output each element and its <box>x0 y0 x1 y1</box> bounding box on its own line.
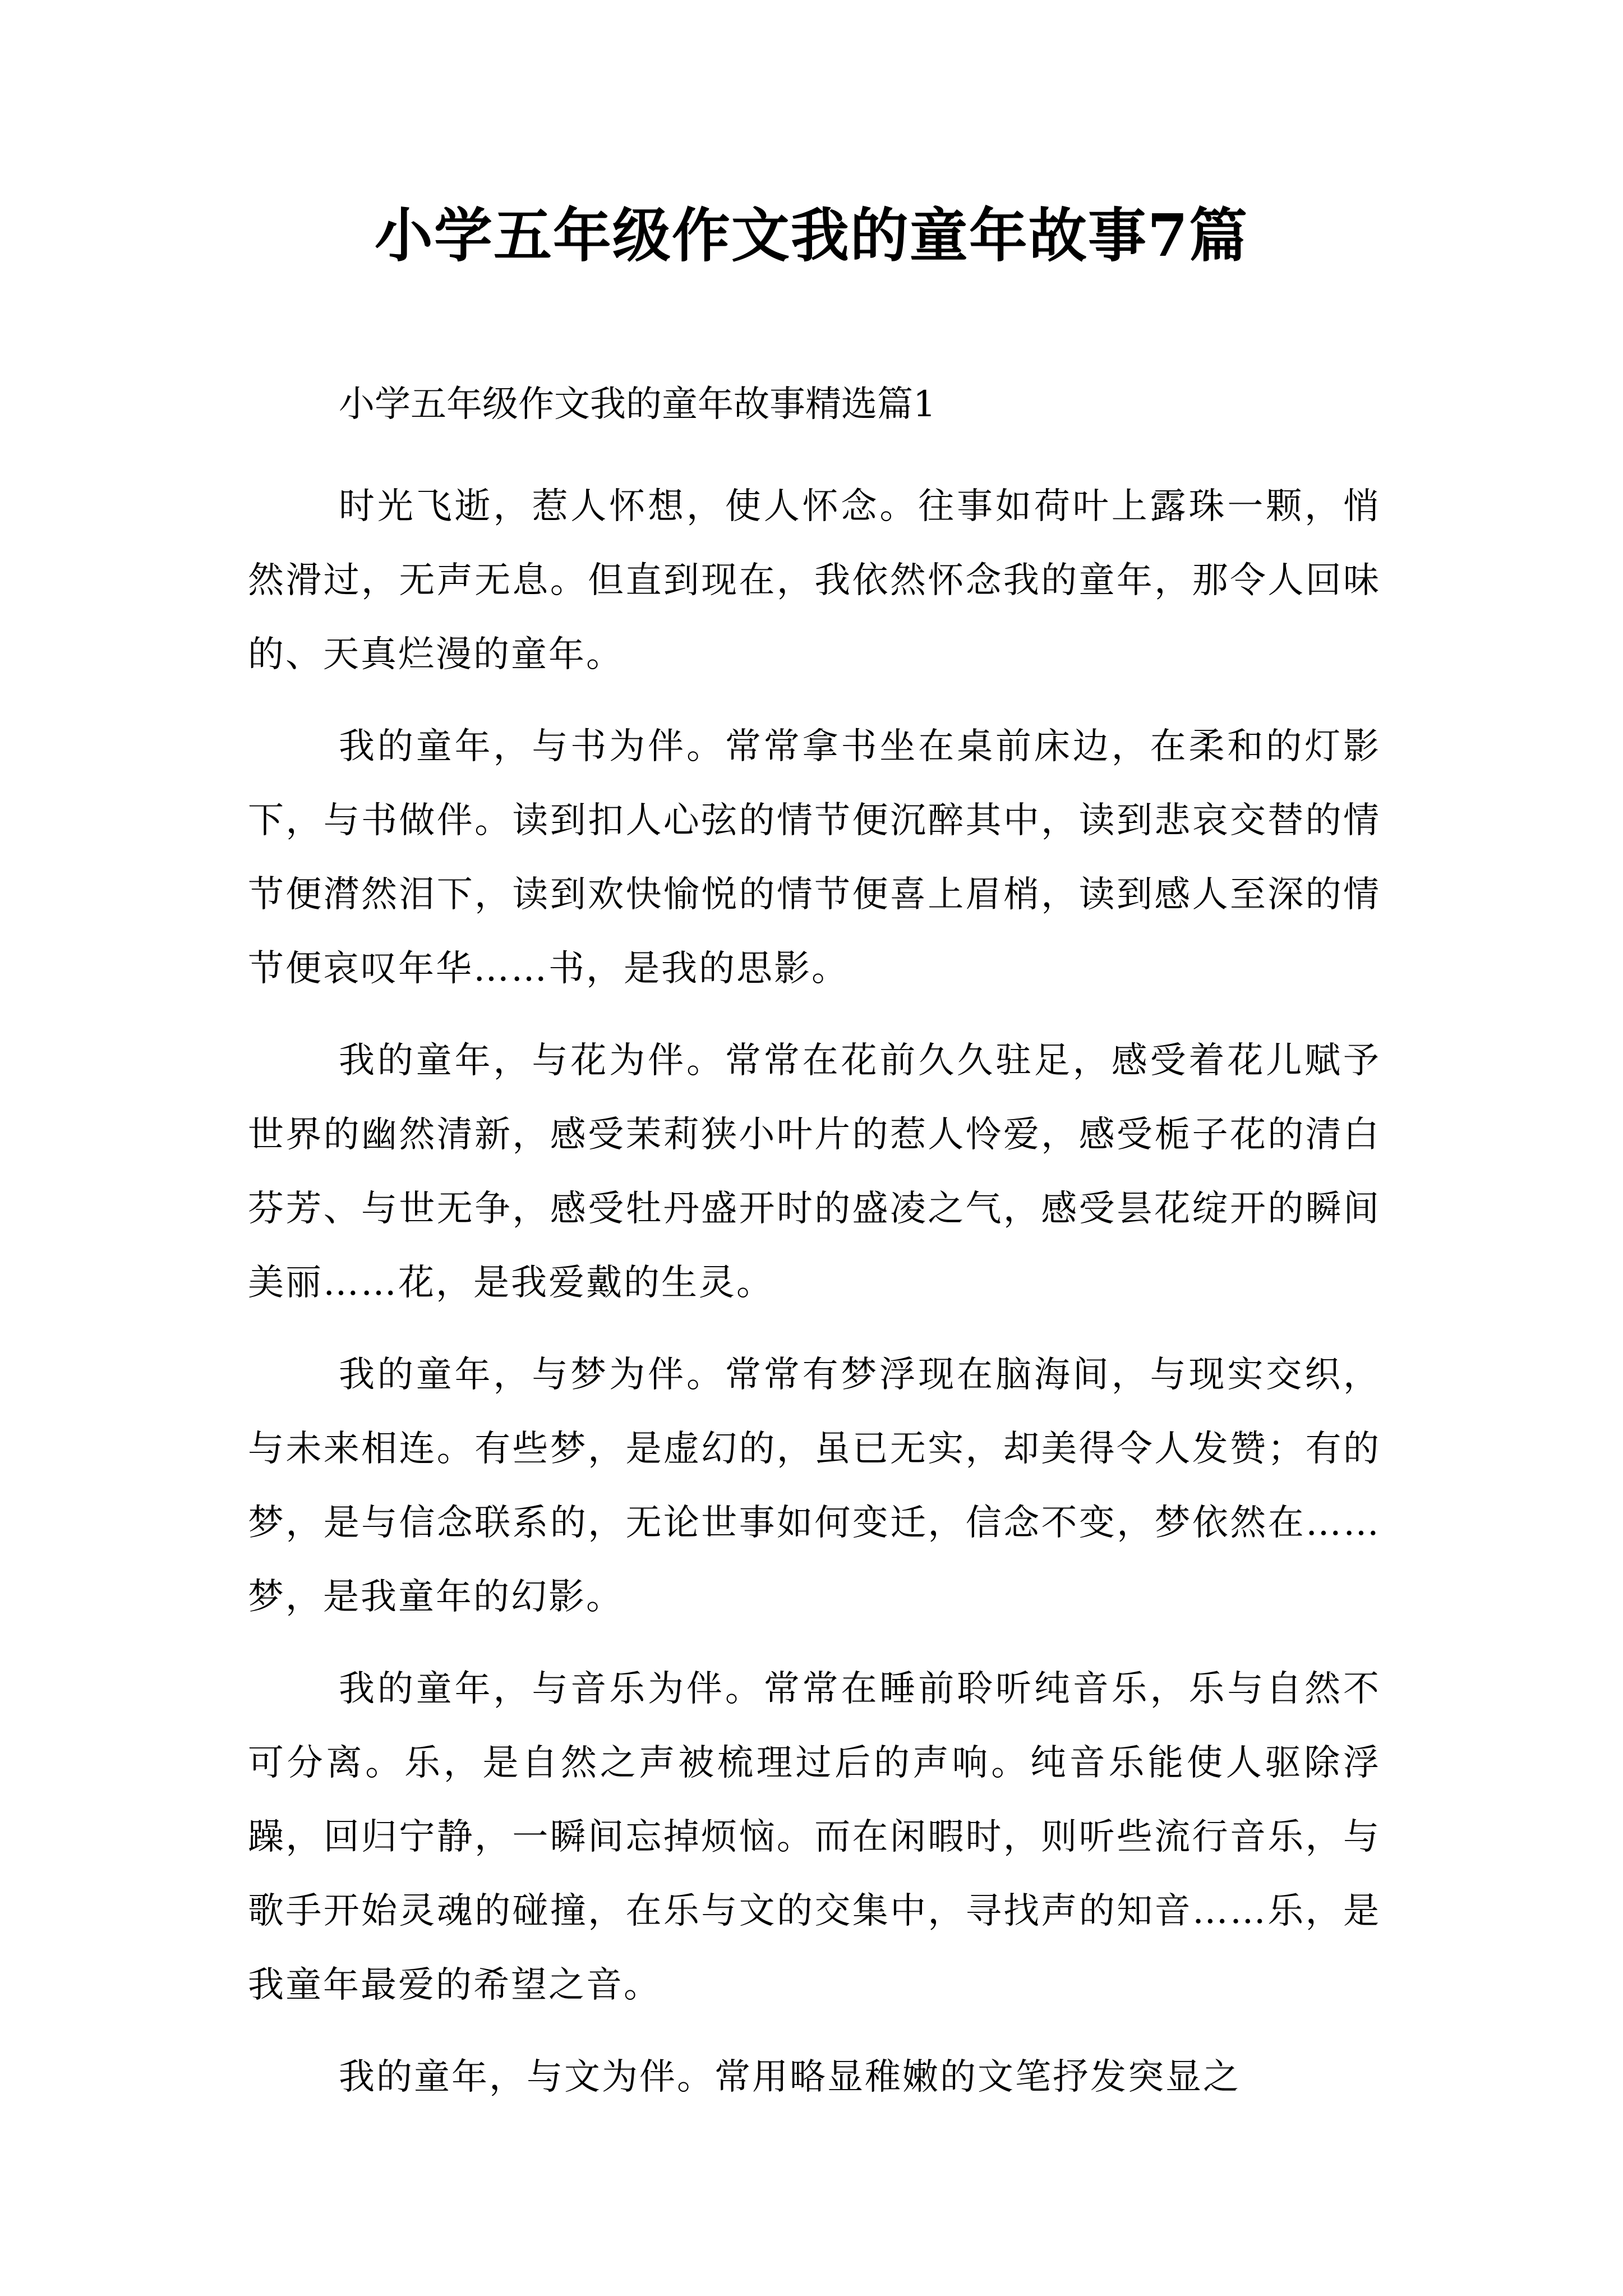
paragraph: 我的童年，与书为伴。常常拿书坐在桌前床边，在柔和的灯影下，与书做伴。读到扣人心弦的情节便沉醉其中，读到悲哀交替的情节便潸然泪下，读到欢快愉悦的情节便喜上眉梢，读到感人至深的情节便哀叹年华……书，是我的思影。 <box>248 726 1381 990</box>
document-title: 小学五年级作文我的童年故事7篇 <box>374 201 1249 270</box>
paragraph: 我的童年，与梦为伴。常常有梦浮现在脑海间，与现实交织，与未来相连。有些梦，是虚幻的，虽已无实，却美得令人发赞；有的梦，是与信念联系的，无论世事如何变迁，信念不变，梦依然在……梦，是我童年的幻影。 <box>248 1354 1381 1618</box>
paragraph: 我的童年，与花为伴。常常在花前久久驻足，感受着花儿赋予世界的幽然清新，感受茉莉狭小叶片的惹人怜爱，感受栀子花的清白芬芳、与世无争，感受牡丹盛开时的盛凌之气，感受昙花绽开的瞬间美丽……花，是我爱戴的生灵。 <box>248 1040 1381 1304</box>
section-subtitle: 小学五年级作文我的童年故事精选篇1 <box>339 384 936 425</box>
paragraph: 时光飞逝，惹人怀想，使人怀念。往事如荷叶上露珠一颗，悄然滑过，无声无息。但直到现在，我依然怀念我的童年，那令人回味的、天真烂漫的童年。 <box>248 486 1381 675</box>
paragraph: 我的童年，与文为伴。常用略显稚嫩的文笔抒发突显之 <box>339 2056 1241 2098</box>
paragraph: 我的童年，与音乐为伴。常常在睡前聆听纯音乐，乐与自然不可分离。乐，是自然之声被梳理过后的声响。纯音乐能使人驱除浮躁，回归宁静，一瞬间忘掉烦恼。而在闲暇时，则听些流行音乐，与歌手开始灵魂的碰撞，在乐与文的交集中，寻找声的知音……乐，是我童年最爱的希望之音。 <box>248 1668 1381 2006</box>
document-body <box>248 379 1381 2114</box>
